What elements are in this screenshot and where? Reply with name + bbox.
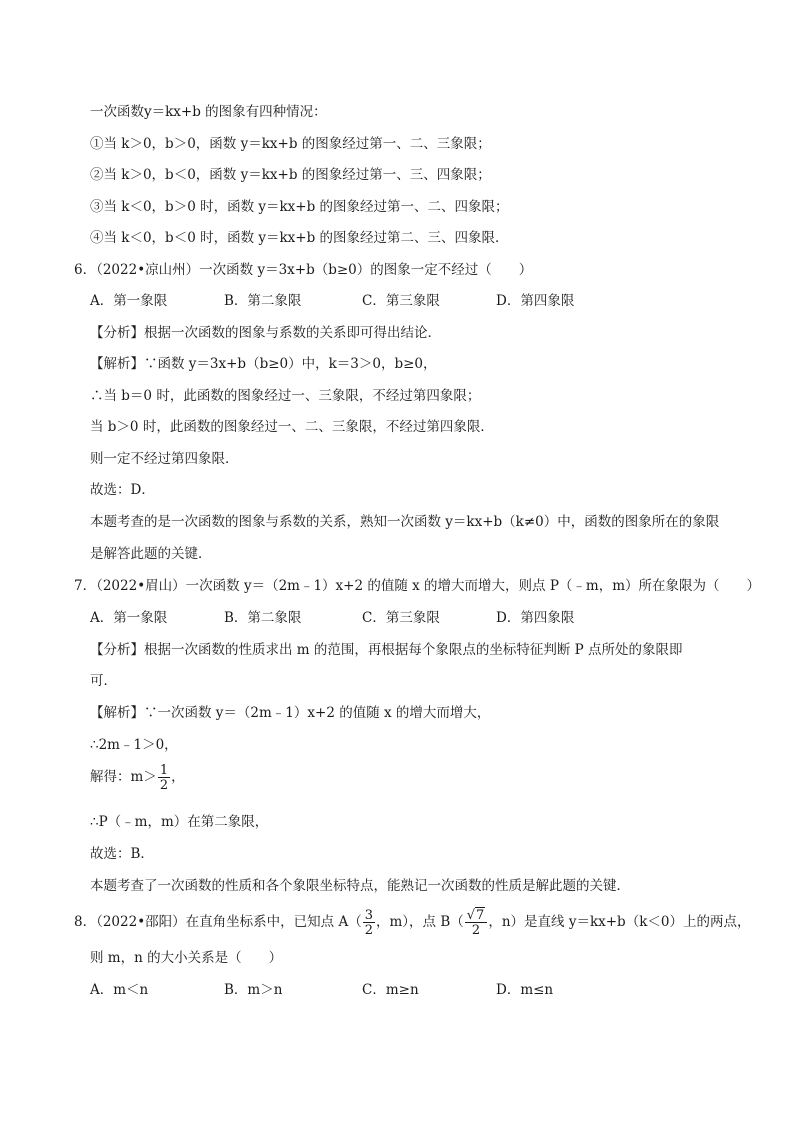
q6-option-d: D．第四象限	[496, 293, 575, 309]
q6-solution-3: 当 b＞0 时，此函数的图象经过一、二、三象限，不经过第四象限．	[90, 419, 494, 435]
q6-choose: 故选：D．	[90, 482, 155, 498]
fraction-numerator	[465, 909, 488, 922]
q7-solution-1: 【解析】∵一次函数 y＝（2m﹣1）x+2 的值随 x 的增大而增大，	[90, 705, 491, 721]
q8-stem-2: 则 m，n 的大小关系是（ ）	[90, 950, 283, 966]
radicand: 7	[476, 907, 485, 923]
q8-stem-part-a: 8．（2022•邵阳）在直角坐标系中，已知点 A（	[74, 914, 362, 930]
q6-option-b: B．第二象限	[224, 293, 302, 309]
q7-solution-solve	[90, 760, 185, 794]
fraction-denominator: 2	[159, 777, 169, 793]
q6-analysis: 【分析】根据一次函数的图象与系数的关系即可得出结论．	[90, 325, 441, 341]
recap-case-2: ②当 k＞0，b＜0，函数 y＝kx+b 的图象经过第一、三、四象限；	[90, 167, 491, 183]
q6-solution-4: 则一定不经过第四象限．	[90, 451, 239, 467]
q7-option-a: A．第一象限	[90, 610, 168, 626]
recap-intro: 一次函数y＝kx+b 的图象有四种情况：	[90, 104, 327, 120]
solve-prefix: 解得：m＞	[90, 769, 157, 785]
solve-suffix: ，	[171, 769, 185, 785]
sqrt-icon: √7	[466, 907, 485, 923]
recap-case-1: ①当 k＞0，b＞0，函数 y＝kx+b 的图象经过第一、二、三象限；	[90, 136, 491, 152]
q7-stem: 7．（2022•眉山）一次函数 y＝（2m﹣1）x+2 的值随 x 的增大而增大，则点 P（﹣m，m）所在象限为（ ）	[74, 578, 761, 594]
fraction-three-halves	[363, 909, 375, 937]
q7-choose: 故选：B．	[90, 846, 154, 862]
fraction-numerator: 3	[364, 907, 373, 923]
q7-analysis-1: 【分析】根据一次函数的性质求出 m 的范围，再根据每个象限点的坐标特征判断 P 点所处的象限即	[90, 642, 683, 658]
q7-option-c: C．第三象限	[362, 610, 440, 626]
q8-option-d: D．m≤n	[496, 982, 554, 998]
q8-stem-part-c: ，n）是直线 y＝kx+b（k＜0）上的两点，	[488, 914, 751, 930]
fraction-denominator: 2	[465, 922, 488, 937]
q6-solution-1: 【解析】∵函数 y＝3x+b（b≥0）中，k＝3＞0，b≥0，	[90, 356, 437, 372]
q6-solution-2: ∴当 b＝0 时，此函数的图象经过一、三象限，不经过第四象限；	[90, 388, 481, 404]
fraction-denominator: 2	[364, 922, 373, 938]
recap-case-4: ④当 k＜0，b＜0 时，函数 y＝kx+b 的图象经过第二、三、四象限．	[90, 230, 509, 246]
fraction-sqrt7-over-2	[465, 909, 488, 937]
q6-option-c: C．第三象限	[362, 293, 440, 309]
recap-case-3: ③当 k＜0，b＞0 时，函数 y＝kx+b 的图象经过第一、二、四象限；	[90, 199, 509, 215]
q8-stem	[74, 904, 750, 940]
fraction-numerator: 1	[159, 762, 169, 778]
q7-option-b: B．第二象限	[224, 610, 302, 626]
q8-stem-part-b: ，m），点 B（	[375, 914, 464, 930]
q7-solution-3: ∴P（﹣m，m）在第二象限，	[90, 814, 269, 830]
q8-option-b: B．m＞n	[224, 982, 283, 998]
q7-solution-2: ∴2m﹣1＞0，	[90, 737, 178, 753]
q7-analysis-2: 可．	[90, 673, 117, 689]
q7-option-d: D．第四象限	[496, 610, 575, 626]
q6-stem: 6．（2022•凉山州）一次函数 y＝3x+b（b≥0）的图象一定不经过（ ）	[74, 262, 533, 278]
q6-comment-2: 是解答此题的关键．	[90, 546, 212, 562]
q7-comment: 本题考查了一次函数的性质和各个象限坐标特点，能熟记一次函数的性质是解此题的关键．	[90, 878, 630, 894]
q8-option-a: A．m＜n	[90, 982, 149, 998]
q8-option-c: C．m≥n	[362, 982, 419, 998]
q6-option-a: A．第一象限	[90, 293, 168, 309]
fraction-one-half	[158, 764, 170, 792]
q6-comment-1: 本题考查的是一次函数的图象与系数的关系，熟知一次函数 y＝kx+b（k≠0）中，函数的图象所在的象限	[90, 514, 720, 530]
